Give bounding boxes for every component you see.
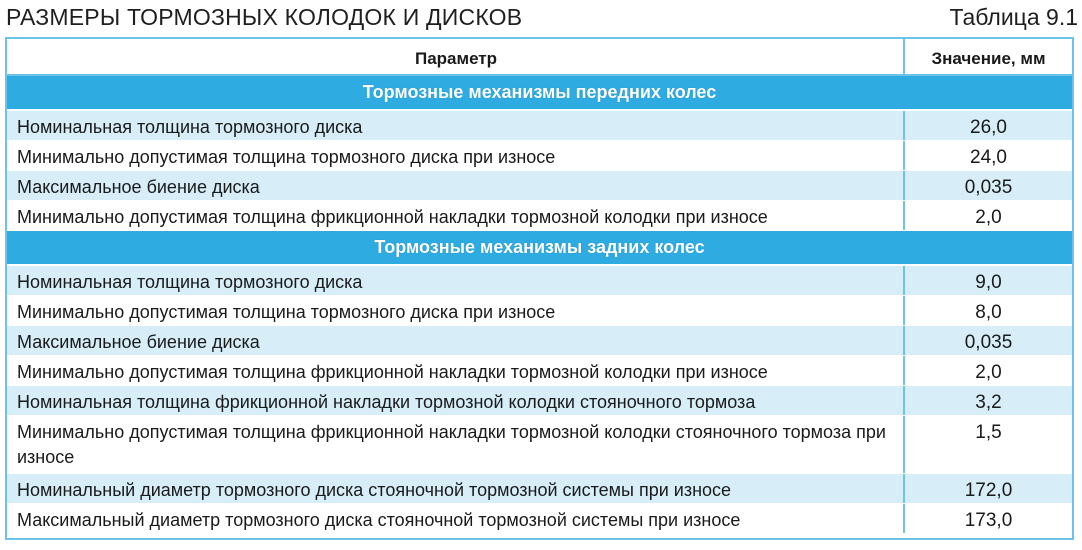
value-cell: 0,035 [964, 177, 1013, 198]
parameter-cell: Максимальное биение диска [7, 171, 905, 200]
value-cell: 172,0 [964, 480, 1013, 501]
value-cell: 3,2 [975, 392, 1002, 413]
column-header-parameter: Параметр [7, 39, 905, 74]
brake-dimensions-table [5, 37, 1074, 540]
table-header-row [7, 39, 1072, 76]
parameter-cell: Минимально допустимая толщина фрикционной накладки тормозной колодки стояночного тормоза при износе [7, 416, 905, 473]
column-header-value: Значение, мм [931, 49, 1046, 68]
parameter-cell: Номинальный диаметр тормозного диска стояночной тормозной системы при износе [7, 474, 905, 503]
table-row [7, 201, 1072, 231]
table-row [7, 474, 1072, 504]
parameter-cell: Минимально допустимая толщина тормозного диска при износе [7, 296, 905, 325]
parameter-cell: Минимально допустимая толщина тормозного диска при износе [7, 141, 905, 170]
value-cell: 26,0 [970, 117, 1007, 138]
parameter-cell: Максимальное биение диска [7, 326, 905, 355]
parameter-cell: Минимально допустимая толщина фрикционной накладки тормозной колодки при износе [7, 201, 905, 230]
section-title: Тормозные механизмы передних колес [362, 82, 717, 102]
section-header-front [7, 76, 1072, 111]
table-row [7, 386, 1072, 416]
table-row [7, 111, 1072, 141]
value-cell: 8,0 [975, 302, 1002, 323]
table-row [7, 141, 1072, 171]
table-row [7, 296, 1072, 326]
value-cell: 1,5 [975, 422, 1002, 443]
parameter-cell: Номинальная толщина тормозного диска [7, 266, 905, 295]
value-cell: 9,0 [975, 272, 1002, 293]
document-title: РАЗМЕРЫ ТОРМОЗНЫХ КОЛОДОК И ДИСКОВ [6, 4, 523, 30]
value-cell: 0,035 [964, 332, 1013, 353]
table-row [7, 504, 1072, 534]
parameter-cell: Номинальная толщина фрикционной накладки тормозной колодки стояночного тормоза [7, 386, 905, 415]
table-row [7, 326, 1072, 356]
value-cell: 2,0 [975, 207, 1002, 228]
parameter-cell: Минимально допустимая толщина фрикционной накладки тормозной колодки при износе [7, 356, 905, 385]
title-bar [0, 0, 1082, 34]
value-cell: 173,0 [964, 510, 1013, 531]
section-header-rear [7, 231, 1072, 266]
parameter-cell: Номинальная толщина тормозного диска [7, 111, 905, 140]
table-row [7, 356, 1072, 386]
value-cell: 24,0 [970, 147, 1007, 168]
table-grid [7, 39, 1072, 534]
value-cell: 2,0 [975, 362, 1002, 383]
table-row [7, 416, 1072, 474]
table-row [7, 266, 1072, 296]
section-title: Тормозные механизмы задних колес [374, 237, 705, 257]
table-number: Таблица 9.1 [949, 4, 1078, 30]
parameter-cell: Максимальный диаметр тормозного диска стояночной тормозной системы при износе [7, 504, 905, 533]
table-row [7, 171, 1072, 201]
